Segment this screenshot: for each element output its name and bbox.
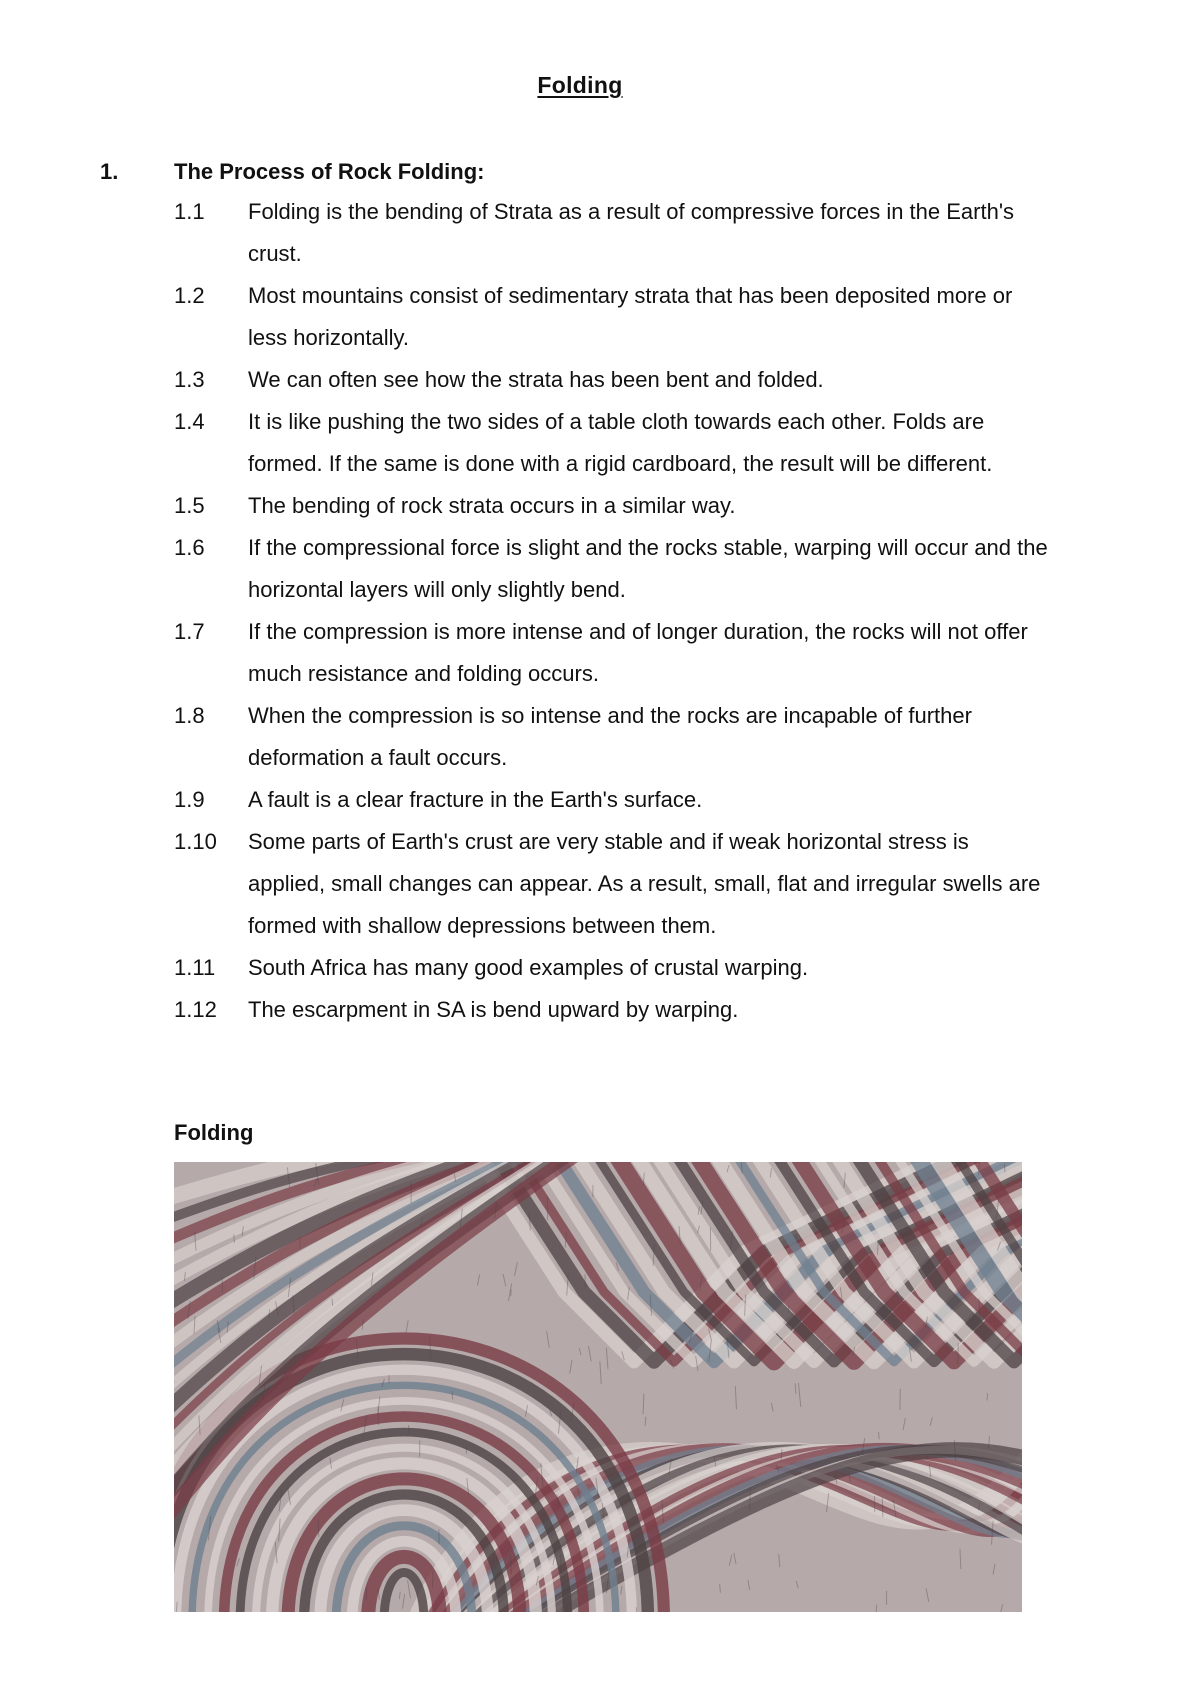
item-number: 1.1 bbox=[174, 199, 205, 224]
rock-layer bbox=[234, 1235, 235, 1243]
list-item bbox=[174, 611, 1074, 695]
rock-layer bbox=[987, 1393, 988, 1400]
folded-rock-photo bbox=[174, 1162, 1022, 1612]
item-number: 1.2 bbox=[174, 283, 205, 308]
rock-layer bbox=[562, 1597, 563, 1612]
item-text: A fault is a clear fracture in the Earth's surface. bbox=[248, 787, 703, 812]
item-number: 1.6 bbox=[174, 535, 205, 560]
rock-layer bbox=[432, 1570, 433, 1587]
section-heading-text: The Process of Rock Folding: bbox=[174, 159, 485, 184]
item-text: South Africa has many good examples of crustal warping. bbox=[248, 955, 809, 980]
item-text: Most mountains consist of sedimentary strata that has been deposited more or less horizontally. bbox=[248, 283, 1013, 350]
figure-heading: Folding bbox=[174, 1120, 254, 1145]
list-item bbox=[174, 191, 1074, 275]
list-item bbox=[174, 695, 1074, 779]
item-number: 1.9 bbox=[174, 787, 205, 812]
item-number: 1.7 bbox=[174, 619, 205, 644]
item-number: 1.5 bbox=[174, 493, 205, 518]
rock-layer bbox=[452, 1392, 453, 1399]
list-item bbox=[174, 485, 1074, 527]
rock-layer bbox=[882, 1498, 883, 1516]
list-item bbox=[174, 779, 1074, 821]
item-text: The bending of rock strata occurs in a similar way. bbox=[248, 493, 736, 518]
item-number: 1.12 bbox=[174, 997, 217, 1022]
item-text: When the compression is so intense and the rocks are incapable of further deformation a fault occurs. bbox=[248, 703, 972, 770]
item-number: 1.10 bbox=[174, 829, 217, 854]
section-heading bbox=[100, 159, 484, 185]
list-item bbox=[174, 401, 1074, 485]
item-number: 1.8 bbox=[174, 703, 205, 728]
rock-layer bbox=[366, 1587, 367, 1599]
item-text: We can often see how the strata has been bent and folded. bbox=[248, 367, 824, 392]
rock-layer bbox=[879, 1432, 880, 1439]
section-number: 1. bbox=[100, 159, 119, 184]
list-item bbox=[174, 821, 1074, 947]
numbered-list bbox=[174, 191, 1074, 1031]
list-item bbox=[174, 527, 1074, 611]
item-text: If the compressional force is slight and the rocks stable, warping will occur and the horizontal layers will only slightly bend. bbox=[248, 535, 1048, 602]
list-item bbox=[174, 359, 1074, 401]
rock-layer bbox=[269, 1310, 270, 1318]
document-title: Folding bbox=[537, 72, 623, 98]
list-item bbox=[174, 989, 1074, 1031]
item-text: It is like pushing the two sides of a table cloth towards each other. Folds are formed. If the same is done with a rigid cardboard, the result will be different. bbox=[248, 409, 993, 476]
item-text: The escarpment in SA is bend upward by warping. bbox=[248, 997, 739, 1022]
rock-layer bbox=[332, 1299, 333, 1306]
item-text: Folding is the bending of Strata as a result of compressive forces in the Earth's crust. bbox=[248, 199, 1015, 266]
item-number: 1.3 bbox=[174, 367, 205, 392]
item-number: 1.4 bbox=[174, 409, 205, 434]
item-text: If the compression is more intense and of longer duration, the rocks will not offer much resistance and folding occurs. bbox=[248, 619, 1028, 686]
rock-layer bbox=[318, 1520, 319, 1536]
item-text: Some parts of Earth's crust are very stable and if weak horizontal stress is applied, small changes can appear. As a result, small, flat and irregular swells are formed with shallow depressions between them. bbox=[248, 829, 1041, 938]
item-number: 1.11 bbox=[174, 955, 216, 980]
list-item bbox=[174, 947, 1074, 989]
list-item bbox=[174, 275, 1074, 359]
rock-layer bbox=[645, 1417, 646, 1425]
